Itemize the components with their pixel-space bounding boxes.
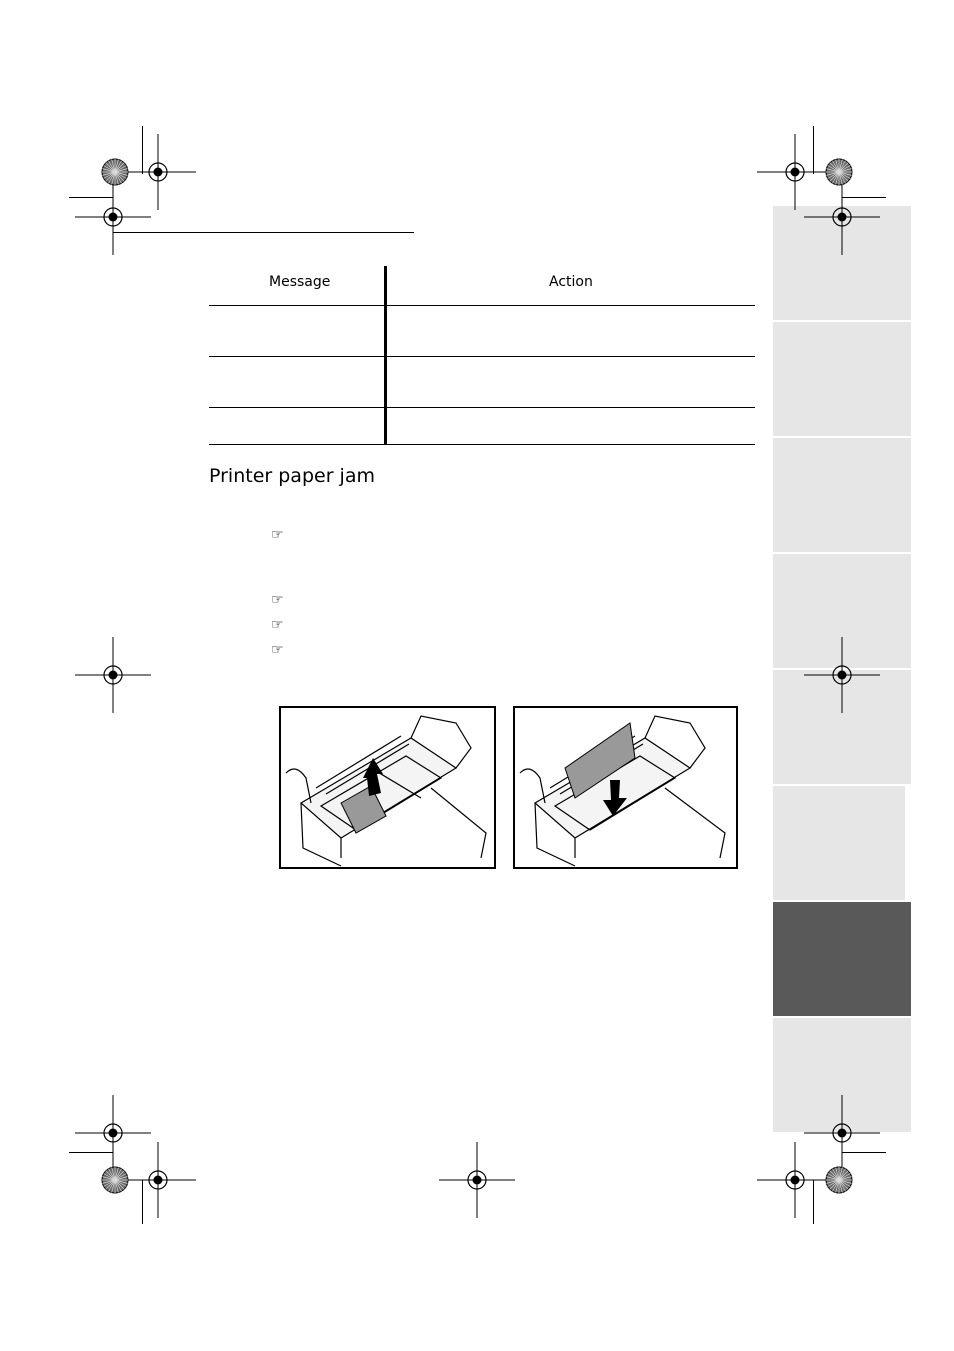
registration-crosshair-icon: [802, 177, 882, 257]
reinsert-paper-illustration: [513, 706, 738, 869]
color-wheel-icon: [824, 1165, 854, 1195]
color-wheel-icon: [824, 157, 854, 187]
crop-mark: [813, 1180, 814, 1224]
pointing-hand-icon: ☞: [271, 642, 284, 658]
table-bottom-rule: [209, 444, 755, 445]
side-tab: [773, 438, 911, 552]
side-tab: [773, 322, 911, 436]
crop-mark: [842, 197, 886, 198]
table-header-message: Message: [269, 274, 331, 290]
pointing-hand-icon: ☞: [271, 592, 284, 608]
crop-mark: [142, 1180, 143, 1224]
crop-mark: [842, 1152, 886, 1153]
pointing-hand-icon: ☞: [271, 617, 284, 633]
header-rule: [113, 232, 414, 233]
table-row-divider: [209, 305, 755, 306]
side-tab-active: [773, 902, 911, 1016]
remove-jammed-paper-illustration: [279, 706, 496, 869]
pointing-hand-icon: ☞: [271, 527, 284, 543]
color-wheel-icon: [100, 1165, 130, 1195]
registration-crosshair-icon: [437, 1140, 517, 1220]
section-title: Printer paper jam: [209, 465, 375, 487]
registration-crosshair-icon: [118, 1140, 198, 1220]
table-row-divider: [209, 356, 755, 357]
registration-crosshair-icon: [802, 635, 882, 715]
crop-mark: [69, 197, 113, 198]
registration-crosshair-icon: [73, 635, 153, 715]
table-header-action: Action: [549, 274, 593, 290]
side-tab: [773, 786, 905, 900]
table-row-divider: [209, 407, 755, 408]
crop-mark: [142, 126, 143, 174]
color-wheel-icon: [100, 157, 130, 187]
crop-mark: [69, 1152, 113, 1153]
registration-crosshair-icon: [73, 177, 153, 257]
crop-mark: [813, 126, 814, 174]
registration-crosshair-icon: [755, 1140, 835, 1220]
